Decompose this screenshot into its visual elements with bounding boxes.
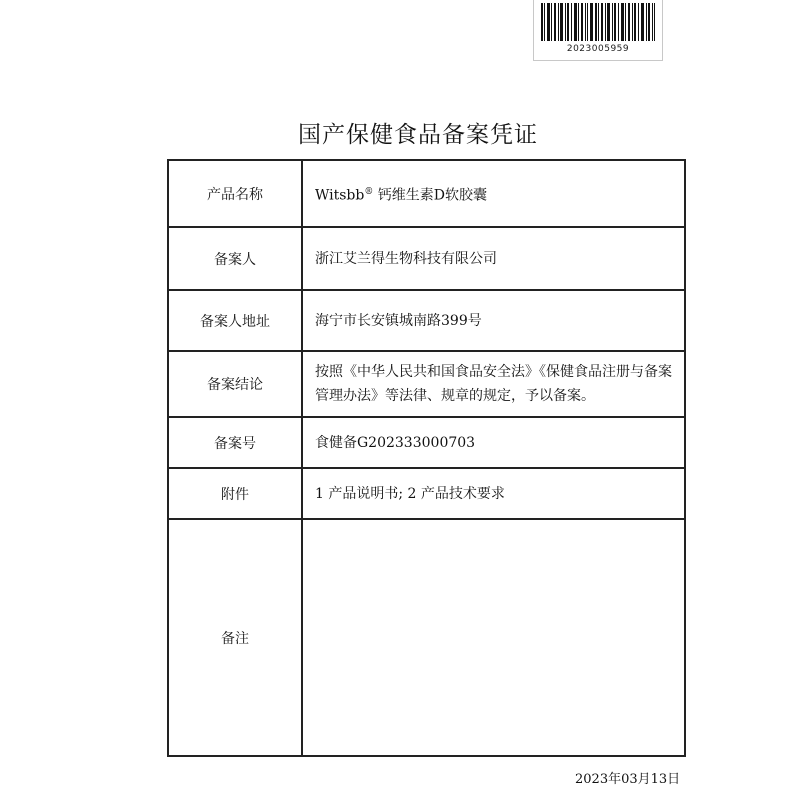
record-number-label: 备案号 bbox=[168, 417, 302, 468]
product-name: 钙维生素D软胶囊 bbox=[373, 187, 488, 204]
barcode-bars bbox=[541, 3, 655, 41]
filer-value: 浙江艾兰得生物科技有限公司 bbox=[302, 227, 685, 290]
table-row bbox=[168, 519, 685, 756]
product-brand: Witsbb bbox=[315, 187, 365, 204]
attachment-value: 1 产品说明书; 2 产品技术要求 bbox=[302, 468, 685, 519]
conclusion-value: 按照《中华人民共和国食品安全法》《保健食品注册与备案管理办法》等法律、规章的规定，予以备案。 bbox=[302, 351, 685, 417]
table-row bbox=[168, 468, 685, 519]
table-row bbox=[168, 290, 685, 351]
table-row bbox=[168, 417, 685, 468]
table-row bbox=[168, 227, 685, 290]
remarks-value bbox=[302, 519, 685, 756]
page-title: 国产保健食品备案凭证 bbox=[298, 122, 538, 148]
address-value: 海宁市长安镇城南路399号 bbox=[302, 290, 685, 351]
record-table bbox=[167, 159, 686, 757]
address-label: 备案人地址 bbox=[168, 290, 302, 351]
filer-label: 备案人 bbox=[168, 227, 302, 290]
attachment-label: 附件 bbox=[168, 468, 302, 519]
barcode bbox=[533, 0, 663, 61]
record-number-value: 食健备G202333000703 bbox=[302, 417, 685, 468]
table-row bbox=[168, 160, 685, 227]
table-row bbox=[168, 351, 685, 417]
product-name-value bbox=[302, 160, 685, 227]
product-name-label: 产品名称 bbox=[168, 160, 302, 227]
registered-mark: ® bbox=[364, 186, 374, 197]
conclusion-label: 备案结论 bbox=[168, 351, 302, 417]
issue-date: 2023年03月13日 bbox=[575, 772, 681, 787]
barcode-number: 2023005959 bbox=[566, 44, 630, 54]
remarks-label: 备注 bbox=[168, 519, 302, 756]
